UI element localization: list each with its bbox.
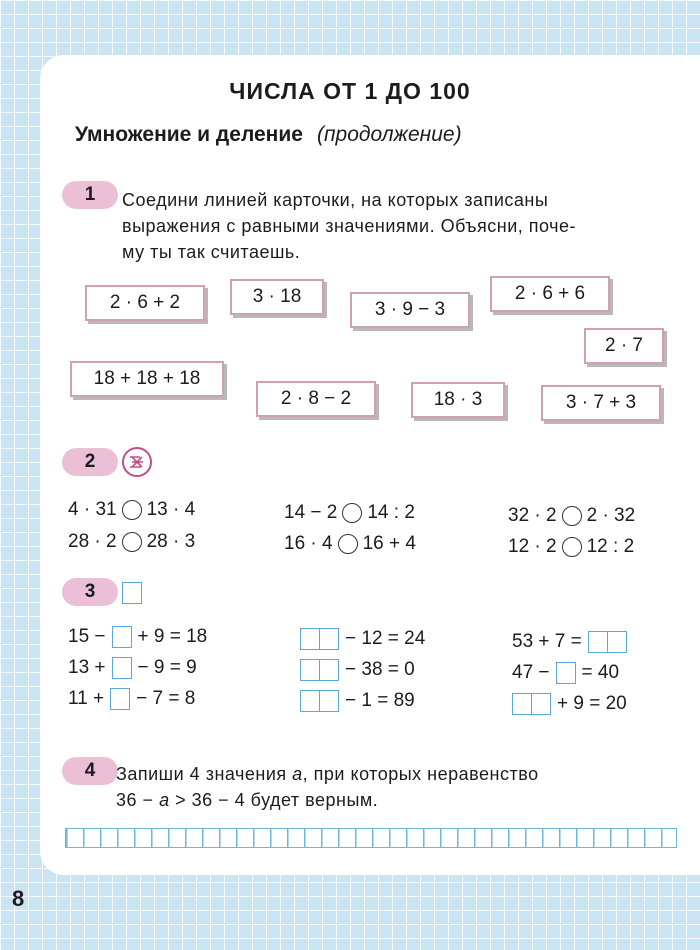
answer-box[interactable]	[112, 626, 132, 648]
answer-box[interactable]	[300, 690, 320, 712]
task-4-text-part: > 36 − 4 будет верным.	[175, 790, 379, 810]
comparison-row	[68, 495, 195, 525]
variable-a: a	[292, 764, 303, 784]
expression-card[interactable]: 2 · 8 − 2	[256, 381, 376, 417]
comparison-left: 14 − 2	[284, 502, 338, 523]
single-box-icon	[122, 582, 142, 604]
page-number: 8	[12, 886, 25, 911]
task-4-text-line-1	[116, 761, 539, 787]
equation-row	[68, 684, 195, 714]
comparison-circle[interactable]	[122, 500, 142, 520]
comparison-row	[508, 532, 634, 562]
equation-part: − 7 = 8	[136, 688, 196, 709]
expression-card[interactable]: 18 + 18 + 18	[70, 361, 224, 397]
comparison-row	[284, 498, 415, 528]
equation-part: 11 +	[68, 688, 105, 709]
comparison-left: 32 · 2	[508, 505, 557, 526]
page-title: ЧИСЛА ОТ 1 ДО 100	[229, 78, 471, 104]
equation-row	[512, 627, 633, 657]
equation-row	[512, 658, 619, 688]
comparison-circle[interactable]	[342, 503, 362, 523]
expression-card[interactable]: 2 · 6 + 2	[85, 285, 205, 321]
equation-part: + 9 = 18	[137, 626, 208, 647]
comparison-circle[interactable]	[562, 537, 582, 557]
equation-part: = 40	[581, 662, 620, 683]
answer-box[interactable]	[300, 659, 320, 681]
spiral-icon	[120, 445, 154, 479]
expression-card[interactable]: 3 · 18	[230, 279, 324, 315]
equation-row	[68, 653, 197, 683]
task-1-text-line-3: му ты так считаешь.	[122, 242, 301, 262]
expression-card[interactable]: 3 · 7 + 3	[541, 385, 661, 421]
answer-grid-strip[interactable]	[65, 828, 677, 848]
task-4-text-part: , при которых неравенство	[302, 764, 539, 784]
answer-box[interactable]	[512, 693, 532, 715]
expression-card[interactable]: 18 · 3	[411, 382, 505, 418]
task-1-text-line-2: выражения с равными значениями. Объясни, поче-	[122, 216, 577, 236]
task-3-badge: 3	[62, 578, 118, 606]
equation-part: 15 −	[68, 626, 106, 647]
comparison-right: 28 · 3	[146, 531, 196, 552]
equation-row	[506, 689, 627, 719]
section-subtitle	[75, 123, 462, 147]
comparison-right: 2 · 32	[586, 505, 636, 526]
equation-part: − 12 = 24	[345, 628, 426, 649]
expression-card[interactable]: 3 · 9 − 3	[350, 292, 470, 328]
answer-box[interactable]	[320, 690, 339, 712]
equation-row	[294, 686, 415, 716]
comparison-circle[interactable]	[562, 506, 582, 526]
comparison-left: 4 · 31	[68, 499, 117, 520]
answer-box[interactable]	[532, 693, 551, 715]
task-4-text-part: 36 −	[116, 790, 154, 810]
task-4-text-line-2	[116, 787, 378, 813]
answer-box[interactable]	[608, 631, 627, 653]
equation-part: − 9 = 9	[137, 657, 197, 678]
comparison-circle[interactable]	[122, 532, 142, 552]
task-4-text-part: Запиши 4 значения	[116, 764, 287, 784]
comparison-circle[interactable]	[338, 534, 358, 554]
equation-part: + 9 = 20	[557, 693, 627, 714]
answer-box[interactable]	[300, 628, 320, 650]
comparison-row	[284, 529, 416, 559]
equation-part: − 1 = 89	[345, 690, 415, 711]
comparison-right: 14 : 2	[367, 502, 415, 523]
answer-box[interactable]	[588, 631, 608, 653]
subtitle-paren: (продолжение)	[316, 123, 462, 146]
equation-part: 47 −	[512, 662, 550, 683]
answer-box[interactable]	[110, 688, 130, 710]
equation-part: − 38 = 0	[345, 659, 415, 680]
task-1-text-line-1: Соедини линией карточки, на которых записаны	[122, 190, 549, 210]
comparison-left: 16 · 4	[284, 533, 333, 554]
answer-box[interactable]	[320, 628, 339, 650]
equation-row	[294, 655, 415, 685]
comparison-right: 16 + 4	[362, 533, 416, 554]
task-1-badge: 1	[62, 181, 118, 209]
task-4-badge: 4	[62, 757, 118, 785]
comparison-right: 13 · 4	[146, 499, 196, 520]
variable-a: a	[159, 790, 170, 810]
equation-part: 53 + 7 =	[512, 631, 582, 652]
equation-row	[294, 624, 425, 654]
answer-box[interactable]	[320, 659, 339, 681]
answer-box[interactable]	[112, 657, 132, 679]
equation-part: 13 +	[68, 657, 106, 678]
comparison-right: 12 : 2	[586, 536, 635, 557]
comparison-left: 12 · 2	[508, 536, 557, 557]
task-2-badge: 2	[62, 448, 118, 476]
comparison-left: 28 · 2	[68, 531, 117, 552]
comparison-row	[68, 527, 195, 557]
equation-row	[68, 622, 207, 652]
expression-card[interactable]: 2 · 6 + 6	[490, 276, 610, 312]
expression-card[interactable]: 2 · 7	[584, 328, 664, 364]
answer-box[interactable]	[556, 662, 576, 684]
subtitle-main: Умножение и деление	[75, 123, 303, 146]
comparison-row	[508, 501, 635, 531]
